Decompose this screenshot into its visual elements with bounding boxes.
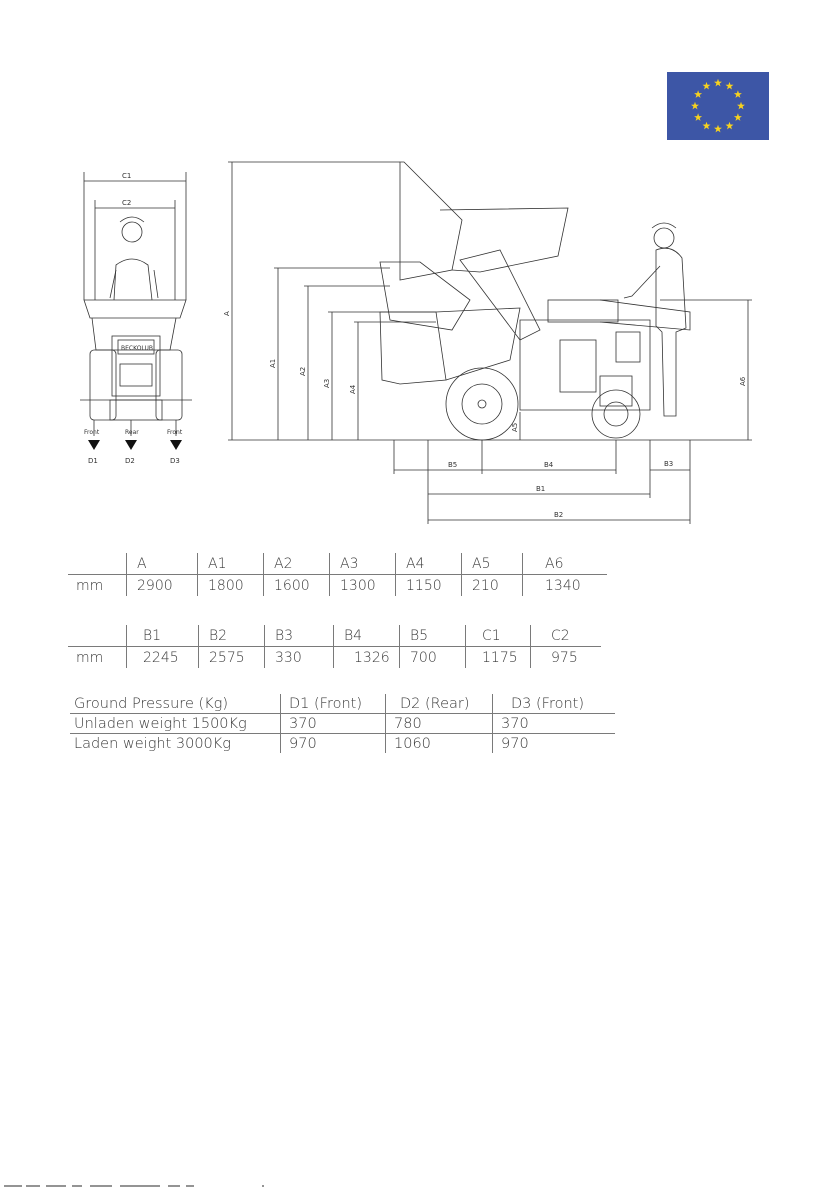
header-cell: D2 (Rear)	[386, 694, 493, 714]
value-cell: 1060	[386, 734, 493, 754]
front-view	[80, 172, 192, 436]
header-cell: A6	[523, 553, 608, 575]
dim-b1: B1	[536, 485, 546, 493]
dim-b4: B4	[544, 461, 554, 469]
value-cell: 2900	[127, 575, 198, 597]
value-cell: 1175	[466, 647, 531, 669]
value-cell: 1326	[334, 647, 400, 669]
header-cell: B2	[199, 625, 265, 647]
point-d2: D2	[125, 457, 135, 465]
dim-b2: B2	[554, 511, 564, 519]
unit-cell: mm	[68, 575, 127, 597]
dim-a3: A3	[323, 378, 331, 388]
dim-b3: B3	[664, 460, 674, 468]
dim-a4: A4	[349, 384, 357, 394]
wheel-label-left: Front	[84, 429, 100, 436]
dim-c1: C1	[122, 172, 132, 180]
header-cell: C1	[466, 625, 531, 647]
value-cell: 970	[281, 734, 386, 754]
table-row	[68, 647, 601, 669]
header-cell: B1	[127, 625, 199, 647]
header-cell: Ground Pressure (Kg)	[74, 695, 228, 712]
header-cell: A4	[396, 553, 462, 575]
dim-b5: B5	[448, 461, 458, 469]
side-view	[228, 162, 752, 524]
eu-flag	[667, 72, 769, 140]
value-cell: 210	[462, 575, 523, 597]
header-cell: D1 (Front)	[281, 694, 386, 714]
wheel-label-right: Front	[167, 429, 183, 436]
table-row	[70, 714, 615, 734]
dim-a2: A2	[299, 366, 307, 376]
row-label: Unladen weight 1500Kg	[70, 714, 281, 734]
value-cell: 1600	[264, 575, 330, 597]
header-cell: C2	[531, 625, 602, 647]
dim-a1: A1	[269, 358, 277, 368]
value-cell: 970	[493, 734, 616, 754]
value-cell: 2245	[127, 647, 199, 669]
dimension-table-b	[68, 625, 601, 668]
table-row	[70, 734, 615, 754]
value-cell: 2575	[199, 647, 265, 669]
dim-a5: A5	[511, 422, 519, 432]
ground-pressure-table	[70, 694, 615, 753]
dim-a: A	[223, 311, 231, 316]
row-label: Laden weight 3000Kg	[70, 734, 281, 754]
header-cell: A	[127, 553, 198, 575]
value-cell: 330	[265, 647, 334, 669]
value-cell: 780	[386, 714, 493, 734]
header-cell: A3	[330, 553, 396, 575]
header-cell: A5	[462, 553, 523, 575]
pressure-arrows	[88, 440, 182, 450]
machine-logo: BECKOLUB	[121, 345, 153, 352]
value-cell: 370	[493, 714, 616, 734]
scan-artifact	[0, 1184, 270, 1188]
value-cell: 370	[281, 714, 386, 734]
table-row	[68, 575, 607, 597]
dimension-table-a	[68, 553, 607, 596]
unit-cell: mm	[68, 647, 127, 669]
table-header-row	[70, 694, 615, 714]
dimension-drawing	[0, 150, 840, 530]
point-d3: D3	[170, 457, 180, 465]
wheel-label-middle: Rear	[125, 429, 139, 436]
value-cell: 1300	[330, 575, 396, 597]
header-cell: D3 (Front)	[493, 694, 616, 714]
table-header-row	[68, 625, 601, 647]
value-cell: 1800	[198, 575, 264, 597]
point-d1: D1	[88, 457, 98, 465]
header-cell: B4	[334, 625, 400, 647]
value-cell: 975	[531, 647, 602, 669]
header-cell: B3	[265, 625, 334, 647]
value-cell: 1340	[523, 575, 608, 597]
header-cell: B5	[400, 625, 466, 647]
value-cell: 1150	[396, 575, 462, 597]
dim-a6: A6	[739, 376, 747, 386]
header-cell: A1	[198, 553, 264, 575]
value-cell: 700	[400, 647, 466, 669]
table-header-row	[68, 553, 607, 575]
header-cell: A2	[264, 553, 330, 575]
dim-c2: C2	[122, 199, 132, 207]
